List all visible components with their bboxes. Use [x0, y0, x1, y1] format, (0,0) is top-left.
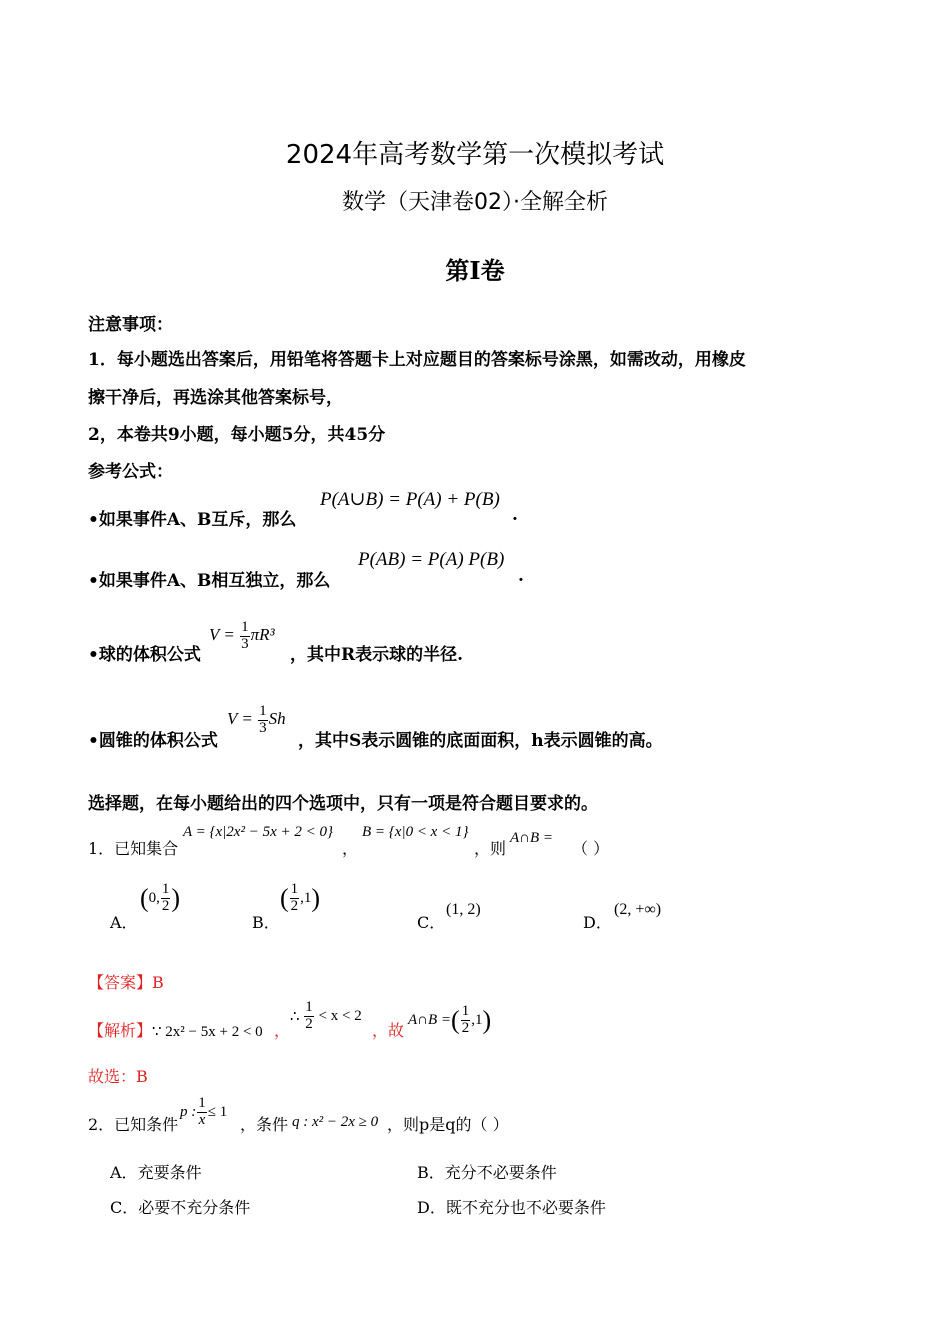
- formula-4-den: 3: [259, 719, 267, 736]
- formula-3-num: 1: [241, 619, 249, 635]
- q2-option-b-text: 充分不必要条件: [444, 1163, 557, 1182]
- q1-step3-expr: A∩B =: [408, 1011, 452, 1028]
- formula-3-rhs: πR³: [250, 625, 275, 645]
- formula-3-fraction: [240, 620, 250, 653]
- q1-analysis-step2: [290, 1000, 362, 1033]
- section-intro: 选择题，在每小题给出的四个选项中，只有一项是符合题目要求的。: [88, 794, 598, 814]
- q2-option-a-label: A．: [110, 1163, 138, 1182]
- q1-step3-fraction: [461, 1004, 471, 1037]
- formula-3-after: ，其中R表示球的半径.: [290, 645, 464, 665]
- q1-analysis-label: 【解析】: [88, 1021, 153, 1040]
- formula-4-lhs: V =: [227, 709, 253, 729]
- q1-option-b-num: 1: [290, 881, 299, 897]
- q1-option-d-label: D．: [583, 913, 612, 932]
- q1-option-a-part: 0,: [148, 889, 160, 906]
- q1-option-b-label: B．: [252, 913, 280, 932]
- q2-option-c-text: 必要不充分条件: [138, 1198, 251, 1217]
- q1-option-a-open: (: [140, 883, 149, 913]
- q2-option-a-text: 充要条件: [137, 1163, 202, 1182]
- formula-heading: 参考公式：: [88, 462, 173, 482]
- notice-heading: 注意事项：: [88, 315, 173, 335]
- q1-option-c-value: (1, 2): [446, 901, 481, 918]
- q1-option-b-value: [280, 882, 320, 915]
- notice-item-1: 1．每小题选出答案后，用铅笔将答题卡上对应题目的答案标号涂黑，如需改动，用橡皮: [88, 350, 746, 370]
- formula-4-after: ，其中S表示圆锥的底面面积，h表示圆锥的高。: [298, 731, 663, 751]
- q1-option-b-open: (: [280, 883, 289, 913]
- formula-4-text: •圆锥的体积公式: [88, 731, 218, 751]
- q1-then: ，则: [474, 839, 507, 858]
- q2-condition-p: [180, 1096, 227, 1129]
- formula-4-fraction: [258, 704, 268, 737]
- formula-3-lhs: V =: [209, 625, 235, 645]
- notice-item-2: 2，本卷共9小题，每小题5分，共45分: [88, 425, 386, 445]
- q1-option-b-den: 2: [290, 897, 299, 914]
- q1-option-d-value: (2, +∞): [614, 901, 662, 918]
- q1-analysis-therefore: ，故: [372, 1021, 405, 1040]
- formula-2-math: P(AB) = P(A) P(B): [358, 549, 505, 570]
- formula-2-text: •如果事件A、B相互独立，那么: [88, 571, 331, 591]
- q1-option-c-label: C．: [417, 913, 446, 932]
- q1-stem: 1．已知集合: [88, 839, 179, 858]
- q2-condition-q: q : x² − 2x ≥ 0: [292, 1114, 379, 1130]
- q2-tail: ，则p是q的（ ）: [387, 1115, 509, 1134]
- q1-set-a: A = {x|2x² − 5x + 2 < 0}: [183, 824, 333, 840]
- sphere-volume-formula: [209, 620, 275, 653]
- q1-option-a-value: [140, 882, 180, 915]
- q1-step2-den: 2: [305, 1015, 313, 1032]
- formula-1-math: P(A∪B) = P(A) + P(B): [320, 489, 500, 510]
- q1-option-a-fraction: [161, 882, 171, 915]
- q1-answer: [88, 970, 164, 993]
- q1-step3-tail: ,1: [471, 1011, 483, 1028]
- q1-analysis-step1: ∵ 2x² − 5x + 2 < 0: [152, 1024, 263, 1040]
- q1-step3-den: 2: [461, 1019, 470, 1036]
- q1-step2-post: < x < 2: [318, 1007, 362, 1024]
- formula-1-period: .: [512, 505, 518, 525]
- q1-answer-value: B: [152, 973, 164, 992]
- q1-set-b: B = {x|0 < x < 1}: [362, 824, 469, 840]
- formula-2-period: .: [518, 566, 524, 586]
- q2-option-c-label: C．: [110, 1198, 139, 1217]
- q1-option-a-close: ): [171, 883, 181, 913]
- q1-expr: A∩B =: [510, 830, 554, 846]
- q1-step3-close: ): [482, 1005, 492, 1035]
- q2-option-d-text: 既不充分也不必要条件: [445, 1198, 606, 1217]
- q1-option-b-fraction: [290, 882, 300, 915]
- q1-option-b-close: ): [311, 883, 321, 913]
- q1-comma: ，: [342, 839, 359, 858]
- page-subtitle: 数学（天津卷02）·全解全析: [342, 190, 608, 215]
- q2-p-den: x: [198, 1111, 206, 1128]
- q2-option-d-label: D．: [417, 1198, 446, 1217]
- q2-option-d: [417, 1195, 606, 1218]
- q1-step2-pre: ∴: [290, 1008, 300, 1025]
- q2-p-post: ≤ 1: [207, 1103, 228, 1120]
- formula-3-text: •球的体积公式: [88, 645, 201, 665]
- q1-option-a-den: 2: [161, 897, 170, 914]
- q1-option-b-part: ,1: [300, 889, 312, 906]
- q1-step3-open: (: [451, 1005, 460, 1035]
- q2-stem: 2．已知条件: [88, 1115, 179, 1134]
- q2-option-c: [110, 1195, 250, 1218]
- formula-3-den: 3: [241, 635, 249, 652]
- q2-option-b: [417, 1160, 557, 1183]
- formula-4-num: 1: [259, 703, 267, 719]
- q1-step2-num: 1: [305, 999, 313, 1015]
- q2-p-num: 1: [198, 1095, 206, 1111]
- formula-1-text: •如果事件A、B互斥，那么: [88, 510, 297, 530]
- q1-answer-label: 【答案】: [88, 973, 153, 992]
- cone-volume-formula: [227, 704, 286, 737]
- section-title: 第I卷: [445, 256, 505, 285]
- q1-option-a-label: A．: [110, 913, 138, 932]
- q1-step2-fraction: [304, 1000, 314, 1033]
- q2-mid: ，条件: [240, 1115, 289, 1134]
- q1-step3-num: 1: [461, 1003, 470, 1019]
- formula-4-rhs: Sh: [268, 709, 286, 729]
- q1-analysis-step3: [408, 1004, 491, 1037]
- q1-choose: 故选：B: [88, 1067, 148, 1086]
- q1-option-a-num: 1: [161, 881, 170, 897]
- q2-p-pre: p :: [180, 1103, 197, 1120]
- q1-blank: （ ）: [572, 839, 610, 858]
- q2-option-b-label: B．: [417, 1163, 445, 1182]
- q2-option-a: [110, 1160, 202, 1183]
- q1-analysis-comma: ，: [274, 1021, 291, 1040]
- q2-p-fraction: [197, 1096, 207, 1129]
- page-title: 2024年高考数学第一次模拟考试: [285, 140, 665, 170]
- notice-item-1-cont: 擦干净后，再选涂其他答案标号，: [88, 388, 343, 408]
